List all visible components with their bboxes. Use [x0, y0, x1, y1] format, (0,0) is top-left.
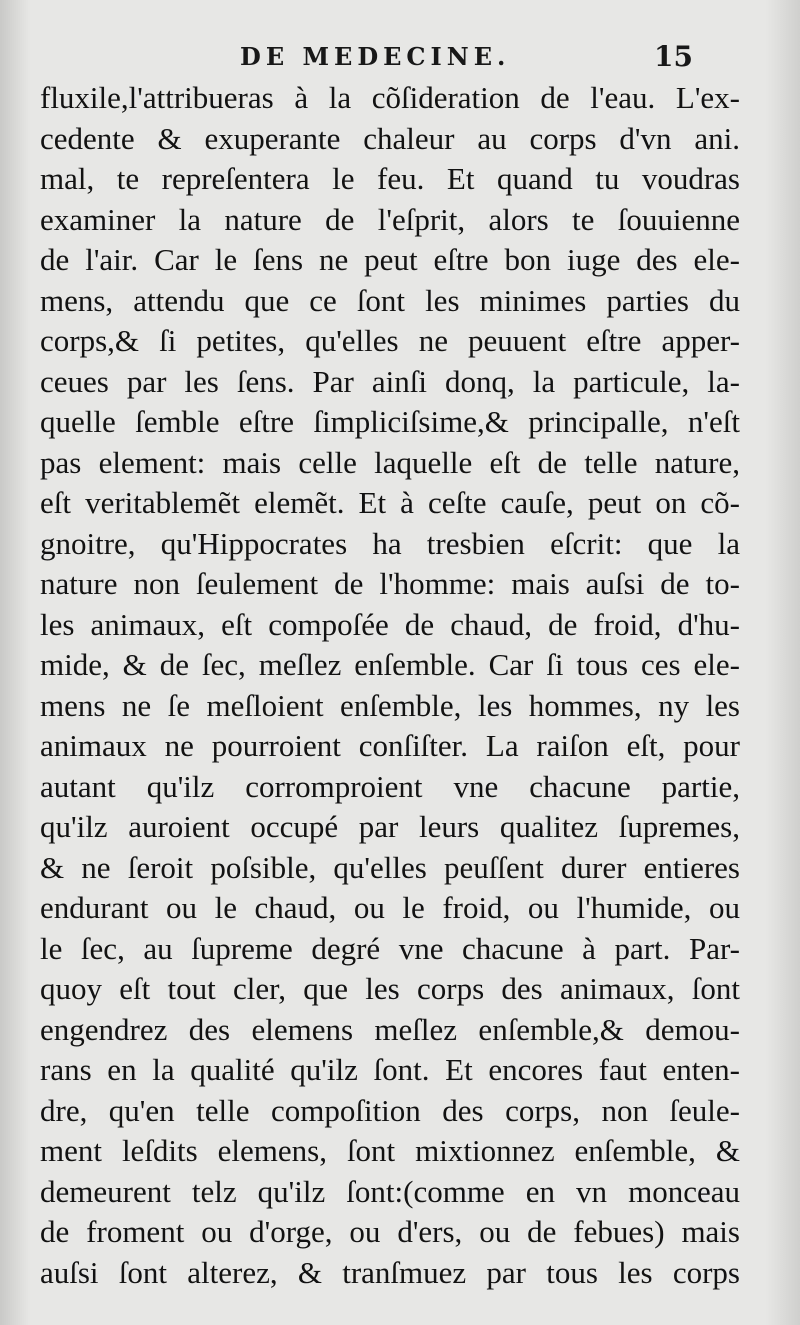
text-line: animaux ne pourroient conſiſter. La raiſon eſt, pour: [40, 728, 740, 763]
text-line: endurant ou le chaud, ou le froid, ou l'humide, ou: [40, 890, 740, 925]
text-line: mal, te repreſentera le feu. Et quand tu voudras: [40, 161, 740, 196]
text-line: ceues par les ſens. Par ainſi donq, la particule, la-: [40, 363, 740, 399]
text-line: les animaux, eſt compoſée de chaud, de froid, d'hu-: [40, 606, 740, 642]
text-line: pas element: mais celle laquelle eſt de telle nature,: [40, 444, 740, 480]
text-line: qu'ilz auroient occupé par leurs qualitez ſupremes,: [40, 809, 740, 844]
text-line: cedente & exuperante chaleur au corps d'vn ani.: [40, 120, 740, 156]
text-line: gnoitre, qu'Hippocrates ha tresbien eſcrit: que la: [40, 525, 740, 561]
text-line: de l'air. Car le ſens ne peut eſtre bon iuge des ele-: [40, 242, 740, 277]
text-line: & ne ſeroit poſsible, qu'elles peuſſent durer entieres: [40, 849, 740, 885]
text-line: le ſec, au ſupreme degré vne chacune à part. Par-: [40, 930, 740, 966]
text-line: auſsi ſont alterez, & tranſmuez par tous les corps: [40, 1254, 740, 1290]
text-line: examiner la nature de l'eſprit, alors te ſouuienne: [40, 201, 740, 237]
text-line: fluxile,l'attribueras à la cõſideration de l'eau. L'ex-: [40, 80, 740, 115]
text-line: mide, & de ſec, meſlez enſemble. Car ſi tous ces ele-: [40, 647, 740, 682]
text-line: mens ne ſe meſloient enſemble, les hommes, ny les: [40, 687, 740, 723]
text-line: rans en la qualité qu'ilz ſont. Et encores faut enten-: [40, 1052, 740, 1087]
text-line: quoy eſt tout cler, que les corps des animaux, ſont: [40, 971, 740, 1006]
text-line: demeurent telz qu'ilz ſont:(comme en vn monceau: [40, 1173, 740, 1209]
text-line: mens, attendu que ce ſont les minimes parties du: [40, 282, 740, 318]
text-line: autant qu'ilz corromproient vne chacune partie,: [40, 768, 740, 804]
text-line: engendrez des elemens meſlez enſemble,& demou-: [40, 1011, 740, 1047]
running-title: DE MEDECINE.: [240, 42, 511, 71]
text-line: de froment ou d'orge, ou d'ers, ou de febues) mais: [40, 1214, 740, 1249]
body-text: [40, 78, 740, 1293]
text-line: nature non ſeulement de l'homme: mais auſsi de to-: [40, 566, 740, 601]
text-line: corps,& ſi petites, qu'elles ne peuuent eſtre apper-: [40, 323, 740, 358]
text-line: dre, qu'en telle compoſition des corps, non ſeule-: [40, 1092, 740, 1128]
page-edge-left: [0, 0, 30, 1325]
text-line: ment leſdits elemens, ſont mixtionnez enſemble, &: [40, 1133, 740, 1168]
page-edge-right: [766, 0, 800, 1325]
text-line: eſt veritablemẽt elemẽt. Et à ceſte cauſe, peut on cõ-: [40, 485, 740, 520]
text-line: quelle ſemble eſtre ſimpliciſsime,& principalle, n'eſt: [40, 404, 740, 439]
page-number: 15: [654, 40, 693, 73]
